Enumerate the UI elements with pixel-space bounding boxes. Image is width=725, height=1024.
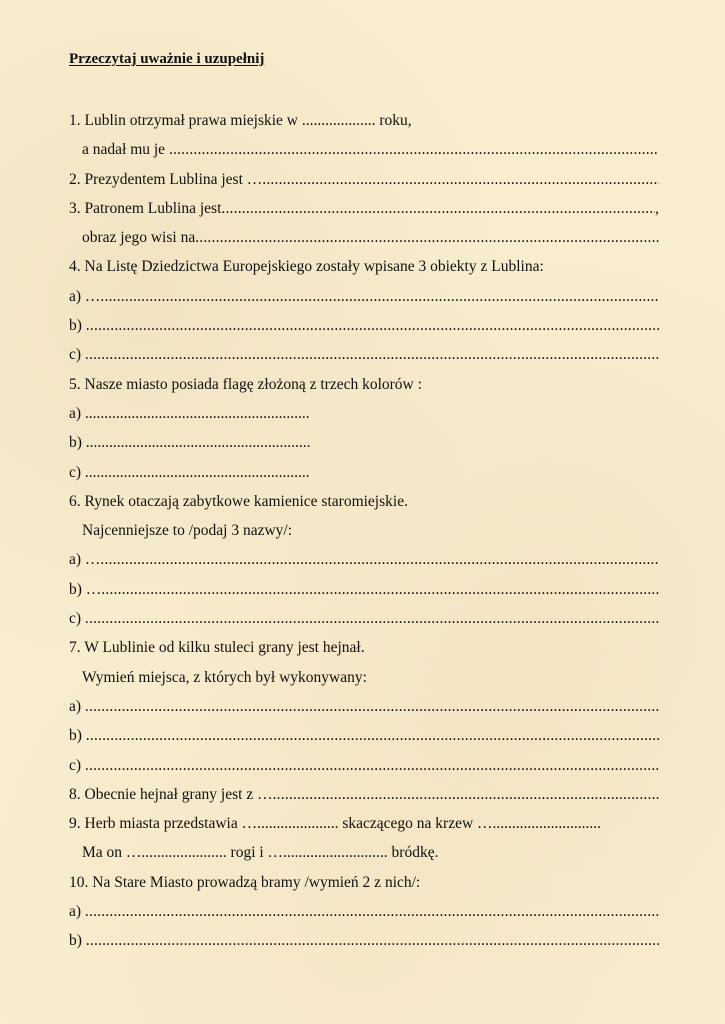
- answer-blank[interactable]: [86, 931, 659, 951]
- question-7-line-1: [69, 638, 659, 667]
- question-1-prompt: a nadał mu je: [82, 141, 166, 159]
- answer-label: b): [69, 434, 82, 452]
- question-1-line-1: [69, 111, 659, 140]
- answer-label: c): [69, 346, 82, 364]
- question-5-answer-b: [69, 433, 659, 462]
- question-4: [69, 257, 659, 286]
- answer-label: b) …: [69, 580, 102, 598]
- answer-label: c): [69, 610, 82, 628]
- question-10-answer-a: [69, 902, 659, 931]
- answer-label: a): [69, 697, 82, 715]
- question-5-answer-a: [69, 404, 659, 433]
- question-4-answer-a: [69, 287, 659, 316]
- answer-label: b): [69, 932, 82, 950]
- question-2-text: 2. Prezydentem Lublina jest …: [69, 170, 263, 188]
- question-3-prompt: obraz jego wisi na: [82, 229, 196, 247]
- question-4-text: 4. Na Listę Dziedzictwa Europejskiego zostały wpisane 3 obiekty z Lublina:: [69, 258, 544, 276]
- answer-label: c): [69, 756, 82, 774]
- question-1-line-2: [69, 140, 659, 169]
- question-10-answer-b: [69, 931, 659, 960]
- question-3-text: 3. Patronem Lublina jest: [69, 199, 222, 217]
- question-5-answer-c: [69, 463, 659, 492]
- question-6-answer-a: [69, 550, 659, 579]
- question-5: [69, 375, 659, 404]
- answer-label: a): [69, 903, 82, 921]
- question-10-text: 10. Na Stare Miasto prowadzą bramy /wymień 2 z nich/:: [69, 873, 421, 891]
- question-8-text: 8. Obecnie hejnał grany jest z …: [69, 785, 273, 803]
- question-3-comma: ,: [655, 199, 659, 217]
- question-9-prompt: Ma on …...................... rogi i …........................... bródkę.: [82, 844, 439, 862]
- question-6-prompt: Najcenniejsze to /podaj 3 nazwy/:: [82, 522, 293, 540]
- answer-blank[interactable]: [262, 170, 659, 190]
- question-6-line-1: [69, 492, 659, 521]
- question-6-line-2: [69, 521, 659, 550]
- question-10: [69, 873, 659, 902]
- answer-blank[interactable]: [85, 756, 659, 776]
- answer-blank[interactable]: [85, 404, 310, 424]
- question-7-answer-c: [69, 756, 659, 785]
- answer-blank[interactable]: [100, 287, 659, 307]
- question-3-line-2: [69, 228, 659, 257]
- answer-blank[interactable]: [100, 550, 659, 570]
- question-2: [69, 170, 659, 199]
- answer-label: a) …: [69, 287, 101, 305]
- answer-blank[interactable]: [86, 433, 311, 453]
- answer-label: a) …: [69, 551, 101, 569]
- question-9-line-1: [69, 814, 659, 843]
- answer-blank[interactable]: [195, 228, 659, 248]
- answer-blank[interactable]: [86, 726, 659, 746]
- answer-blank[interactable]: [85, 902, 659, 922]
- question-6-answer-b: [69, 580, 659, 609]
- answer-label: c): [69, 463, 82, 481]
- question-5-text: 5. Nasze miasto posiada flagę złożoną z trzech kolorów :: [69, 375, 422, 393]
- answer-label: b): [69, 317, 82, 335]
- question-9-line-2: [69, 843, 659, 872]
- question-6-answer-c: [69, 609, 659, 638]
- question-6-text: 6. Rynek otaczają zabytkowe kamienice staromiejskie.: [69, 492, 408, 510]
- question-7-text: 7. W Lublinie od kilku stuleci grany jest hejnał.: [69, 639, 365, 657]
- question-9-text: 9. Herb miasta przedstawia …..................... skaczącego na krzew …............................: [69, 815, 602, 833]
- page-title: Przeczytaj uważnie i uzupełnij: [69, 51, 265, 67]
- answer-label: b): [69, 727, 82, 745]
- answer-blank[interactable]: [85, 697, 659, 717]
- question-1-text: 1. Lublin otrzymał prawa miejskie w ................... roku,: [69, 112, 412, 129]
- question-7-line-2: [69, 668, 659, 697]
- question-8: [69, 785, 659, 814]
- questions-list: [69, 111, 659, 961]
- answer-blank[interactable]: [86, 316, 659, 336]
- question-3-line-1: [69, 199, 659, 228]
- answer-blank[interactable]: [101, 580, 659, 600]
- question-7-prompt: Wymień miejsca, z których był wykonywany:: [82, 668, 367, 686]
- answer-label: a): [69, 404, 82, 422]
- question-7-answer-b: [69, 726, 659, 755]
- question-4-answer-c: [69, 345, 659, 374]
- answer-blank[interactable]: [85, 463, 310, 483]
- answer-blank[interactable]: [273, 785, 659, 805]
- question-4-answer-b: [69, 316, 659, 345]
- answer-blank[interactable]: [85, 345, 659, 365]
- question-7-answer-a: [69, 697, 659, 726]
- answer-blank[interactable]: [85, 609, 659, 629]
- answer-blank[interactable]: [169, 140, 659, 160]
- answer-blank[interactable]: [221, 199, 655, 219]
